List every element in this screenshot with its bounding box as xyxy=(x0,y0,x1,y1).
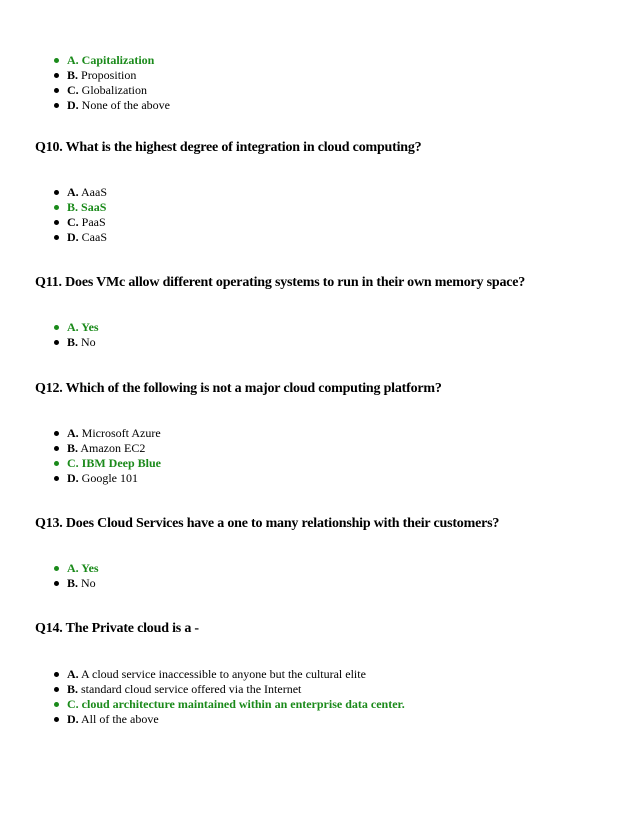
options-list-q10 xyxy=(54,185,107,245)
option-letter: A. xyxy=(67,561,79,575)
option-c xyxy=(54,697,405,712)
question-title-q13: Q13. Does Cloud Services have a one to many relationship with their customers? xyxy=(35,516,500,531)
option-b xyxy=(54,441,161,456)
option-d xyxy=(54,712,405,727)
bullet-icon xyxy=(54,672,59,677)
bullet-icon xyxy=(54,431,59,436)
bullet-icon xyxy=(54,325,59,330)
options-list-q14 xyxy=(54,667,405,727)
option-b xyxy=(54,576,99,591)
option-letter: A. xyxy=(67,426,79,440)
question-title-q10: Q10. What is the highest degree of integration in cloud computing? xyxy=(35,140,422,155)
option-text: cloud architecture maintained within an enterprise data center. xyxy=(81,697,405,711)
option-b xyxy=(54,682,405,697)
bullet-icon xyxy=(54,73,59,78)
option-text: Google 101 xyxy=(81,471,138,485)
option-letter: D. xyxy=(67,712,79,726)
bullet-icon xyxy=(54,190,59,195)
bullet-icon xyxy=(54,235,59,240)
option-text: CaaS xyxy=(81,230,108,244)
option-text: No xyxy=(81,576,96,590)
option-a xyxy=(54,561,99,576)
option-text: Yes xyxy=(81,320,99,334)
option-text: All of the above xyxy=(81,712,159,726)
bullet-icon xyxy=(54,581,59,586)
option-text: PaaS xyxy=(81,215,106,229)
option-c xyxy=(54,83,170,98)
option-letter: B. xyxy=(67,441,79,455)
options-list-q9 xyxy=(54,53,170,113)
option-b xyxy=(54,200,107,215)
option-letter: B. xyxy=(67,200,79,214)
bullet-icon xyxy=(54,461,59,466)
option-d xyxy=(54,230,107,245)
bullet-icon xyxy=(54,340,59,345)
option-text: Yes xyxy=(81,561,99,575)
option-text: Microsoft Azure xyxy=(81,426,161,440)
bullet-icon xyxy=(54,103,59,108)
option-letter: B. xyxy=(67,335,79,349)
option-letter: B. xyxy=(67,68,79,82)
option-letter: A. xyxy=(67,53,79,67)
option-a xyxy=(54,667,405,682)
option-text: Proposition xyxy=(81,68,137,82)
option-c xyxy=(54,456,161,471)
option-letter: D. xyxy=(67,98,79,112)
option-text: IBM Deep Blue xyxy=(81,456,162,470)
option-letter: D. xyxy=(67,230,79,244)
option-letter: D. xyxy=(67,471,79,485)
bullet-icon xyxy=(54,58,59,63)
options-list-q12 xyxy=(54,426,161,486)
question-title-q11: Q11. Does VMc allow different operating systems to run in their own memory space? xyxy=(35,275,526,290)
option-text: A cloud service inaccessible to anyone but the cultural elite xyxy=(81,667,366,681)
options-list-q11 xyxy=(54,320,99,350)
option-text: SaaS xyxy=(81,200,107,214)
option-text: AaaS xyxy=(81,185,108,199)
bullet-icon xyxy=(54,88,59,93)
bullet-icon xyxy=(54,687,59,692)
option-text: standard cloud service offered via the Internet xyxy=(81,682,302,696)
option-letter: A. xyxy=(67,185,79,199)
bullet-icon xyxy=(54,446,59,451)
option-a xyxy=(54,320,99,335)
option-text: Globalization xyxy=(81,83,147,97)
bullet-icon xyxy=(54,717,59,722)
option-letter: C. xyxy=(67,697,79,711)
option-c xyxy=(54,215,107,230)
options-list-q13 xyxy=(54,561,99,591)
option-a xyxy=(54,53,170,68)
option-letter: B. xyxy=(67,576,79,590)
bullet-icon xyxy=(54,220,59,225)
option-text: No xyxy=(81,335,96,349)
option-letter: C. xyxy=(67,456,79,470)
bullet-icon xyxy=(54,205,59,210)
bullet-icon xyxy=(54,702,59,707)
option-letter: A. xyxy=(67,667,79,681)
option-letter: A. xyxy=(67,320,79,334)
option-letter: C. xyxy=(67,83,79,97)
option-text: None of the above xyxy=(81,98,170,112)
option-letter: C. xyxy=(67,215,79,229)
question-title-q12: Q12. Which of the following is not a major cloud computing platform? xyxy=(35,381,442,396)
option-b xyxy=(54,68,170,83)
option-letter: B. xyxy=(67,682,79,696)
option-text: Amazon EC2 xyxy=(80,441,146,455)
option-text: Capitalization xyxy=(81,53,155,67)
option-b xyxy=(54,335,99,350)
option-a xyxy=(54,185,107,200)
option-d xyxy=(54,98,170,113)
option-a xyxy=(54,426,161,441)
bullet-icon xyxy=(54,476,59,481)
bullet-icon xyxy=(54,566,59,571)
option-d xyxy=(54,471,161,486)
question-title-q14: Q14. The Private cloud is a - xyxy=(35,621,199,636)
